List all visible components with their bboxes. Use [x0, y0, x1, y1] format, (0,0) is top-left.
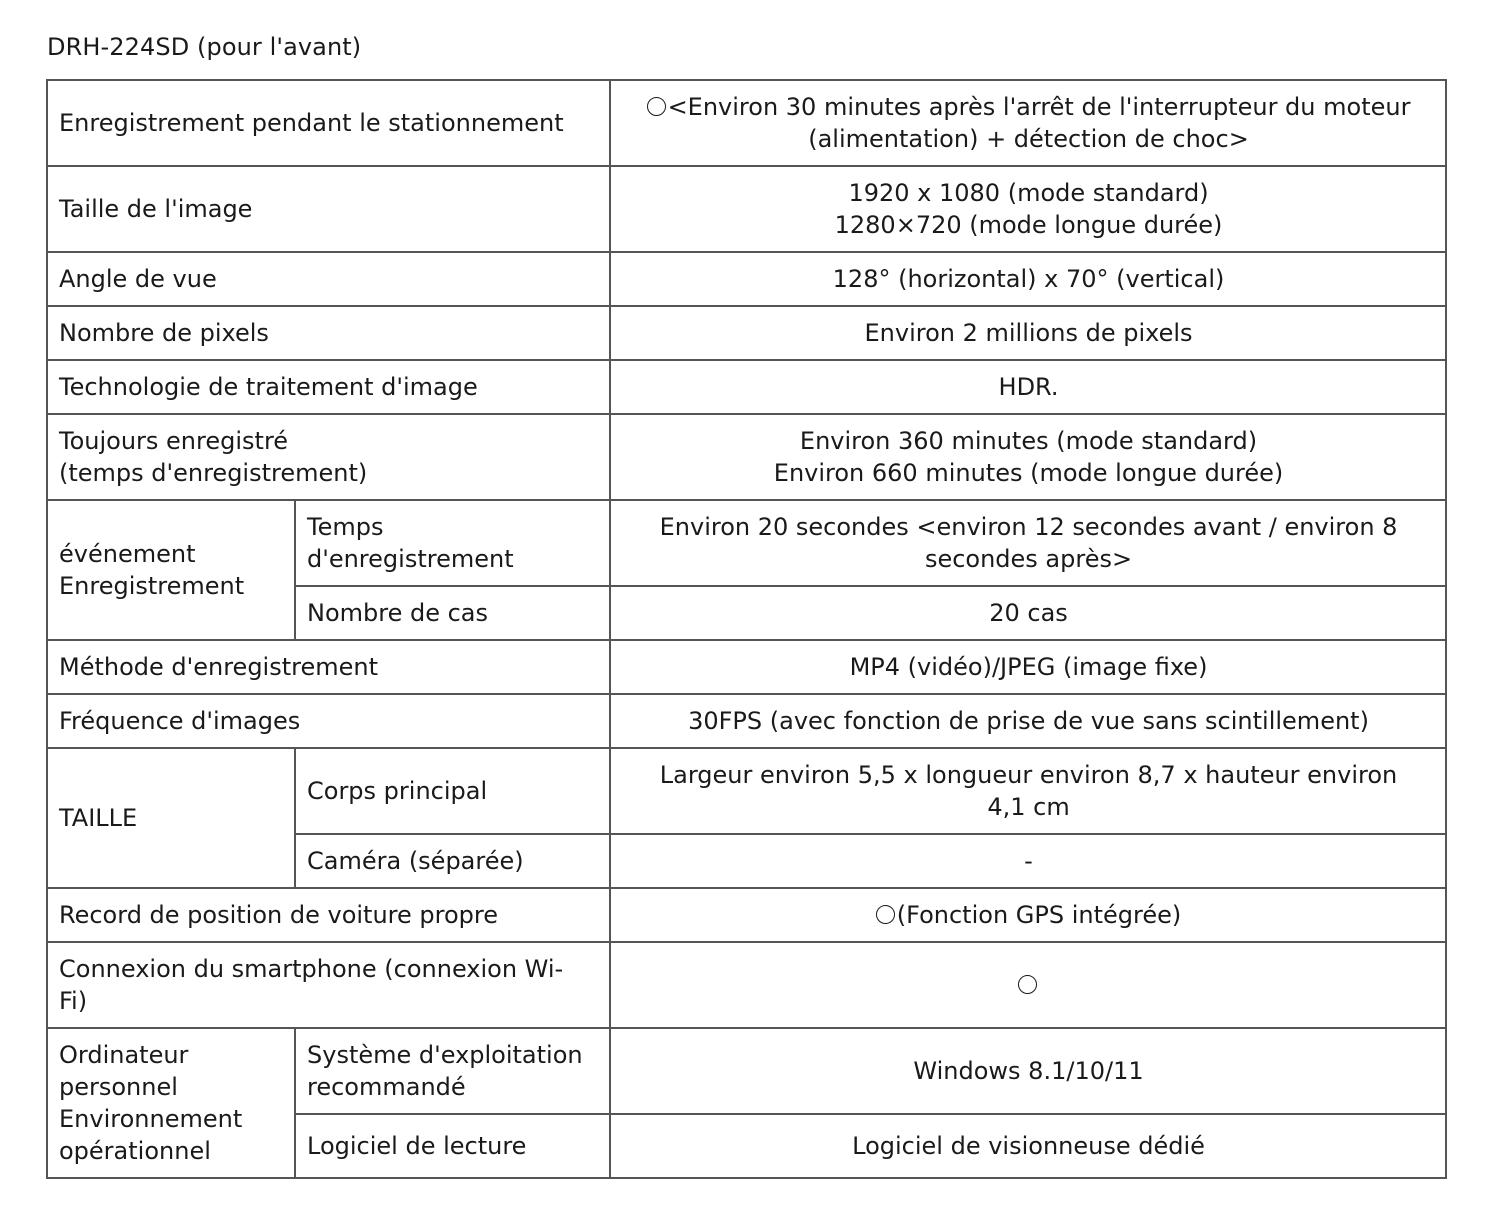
group-label-cell: TAILLE	[47, 748, 295, 888]
label-cell: Record de position de voiture propre	[47, 888, 610, 942]
value-cell: 128° (horizontal) x 70° (vertical)	[610, 252, 1446, 306]
value-cell: HDR.	[610, 360, 1446, 414]
label-cell: Technologie de traitement d'image	[47, 360, 610, 414]
value-cell: Environ 20 secondes <environ 12 secondes avant / environ 8 secondes après>	[610, 500, 1446, 586]
value-cell: Largeur environ 5,5 x longueur environ 8,7 x hauteur environ 4,1 cm	[610, 748, 1446, 834]
value-cell: Environ 360 minutes (mode standard) Environ 660 minutes (mode longue durée)	[610, 414, 1446, 500]
sub-label-cell: Logiciel de lecture	[295, 1114, 610, 1178]
label-cell: Enregistrement pendant le stationnement	[47, 80, 610, 166]
table-row-frame-rate	[47, 694, 1446, 748]
page-title: DRH-224SD (pour l'avant)	[47, 33, 362, 61]
label-cell: Angle de vue	[47, 252, 610, 306]
circle-mark-icon	[1018, 975, 1037, 994]
sub-label-cell: Caméra (séparée)	[295, 834, 610, 888]
value-cell: 1920 x 1080 (mode standard) 1280×720 (mode longue durée)	[610, 166, 1446, 252]
value-cell: (Fonction GPS intégrée)	[610, 888, 1446, 942]
value-cell: -	[610, 834, 1446, 888]
table-row-always-recording	[47, 414, 1446, 500]
label-cell: Nombre de pixels	[47, 306, 610, 360]
value-cell: <Environ 30 minutes après l'arrêt de l'interrupteur du moteur (alimentation) + détection de choc>	[610, 80, 1446, 166]
sub-label-cell: Nombre de cas	[295, 586, 610, 640]
value-cell	[610, 942, 1446, 1028]
value-cell: Windows 8.1/10/11	[610, 1028, 1446, 1114]
sub-label-cell: Temps d'enregistrement	[295, 500, 610, 586]
sub-label-cell: Corps principal	[295, 748, 610, 834]
value-cell: 30FPS (avec fonction de prise de vue sans scintillement)	[610, 694, 1446, 748]
group-label-cell: Ordinateur personnel Environnement opérationnel	[47, 1028, 295, 1178]
group-label-cell: événement Enregistrement	[47, 500, 295, 640]
value-cell: MP4 (vidéo)/JPEG (image fixe)	[610, 640, 1446, 694]
table-row-event-recording-time	[47, 500, 1446, 586]
table-row-size-body	[47, 748, 1446, 834]
table-row-pc-os	[47, 1028, 1446, 1114]
label-cell: Méthode d'enregistrement	[47, 640, 610, 694]
table-row-smartphone-connection	[47, 942, 1446, 1028]
table-row-position-record	[47, 888, 1446, 942]
table-row-pixels	[47, 306, 1446, 360]
label-cell: Toujours enregistré (temps d'enregistrement)	[47, 414, 610, 500]
table-row-recording-method	[47, 640, 1446, 694]
label-cell: Taille de l'image	[47, 166, 610, 252]
value-cell: Logiciel de visionneuse dédié	[610, 1114, 1446, 1178]
table-row-view-angle	[47, 252, 1446, 306]
circle-mark-icon	[647, 97, 666, 116]
table-row-image-processing	[47, 360, 1446, 414]
value-cell: 20 cas	[610, 586, 1446, 640]
value-cell: Environ 2 millions de pixels	[610, 306, 1446, 360]
label-cell: Connexion du smartphone (connexion Wi- Fi)	[47, 942, 610, 1028]
table-row-image-size	[47, 166, 1446, 252]
sub-label-cell: Système d'exploitation recommandé	[295, 1028, 610, 1114]
circle-mark-icon	[876, 905, 895, 924]
label-cell: Fréquence d'images	[47, 694, 610, 748]
spec-table	[46, 79, 1447, 1179]
table-row-parking-recording	[47, 80, 1446, 166]
